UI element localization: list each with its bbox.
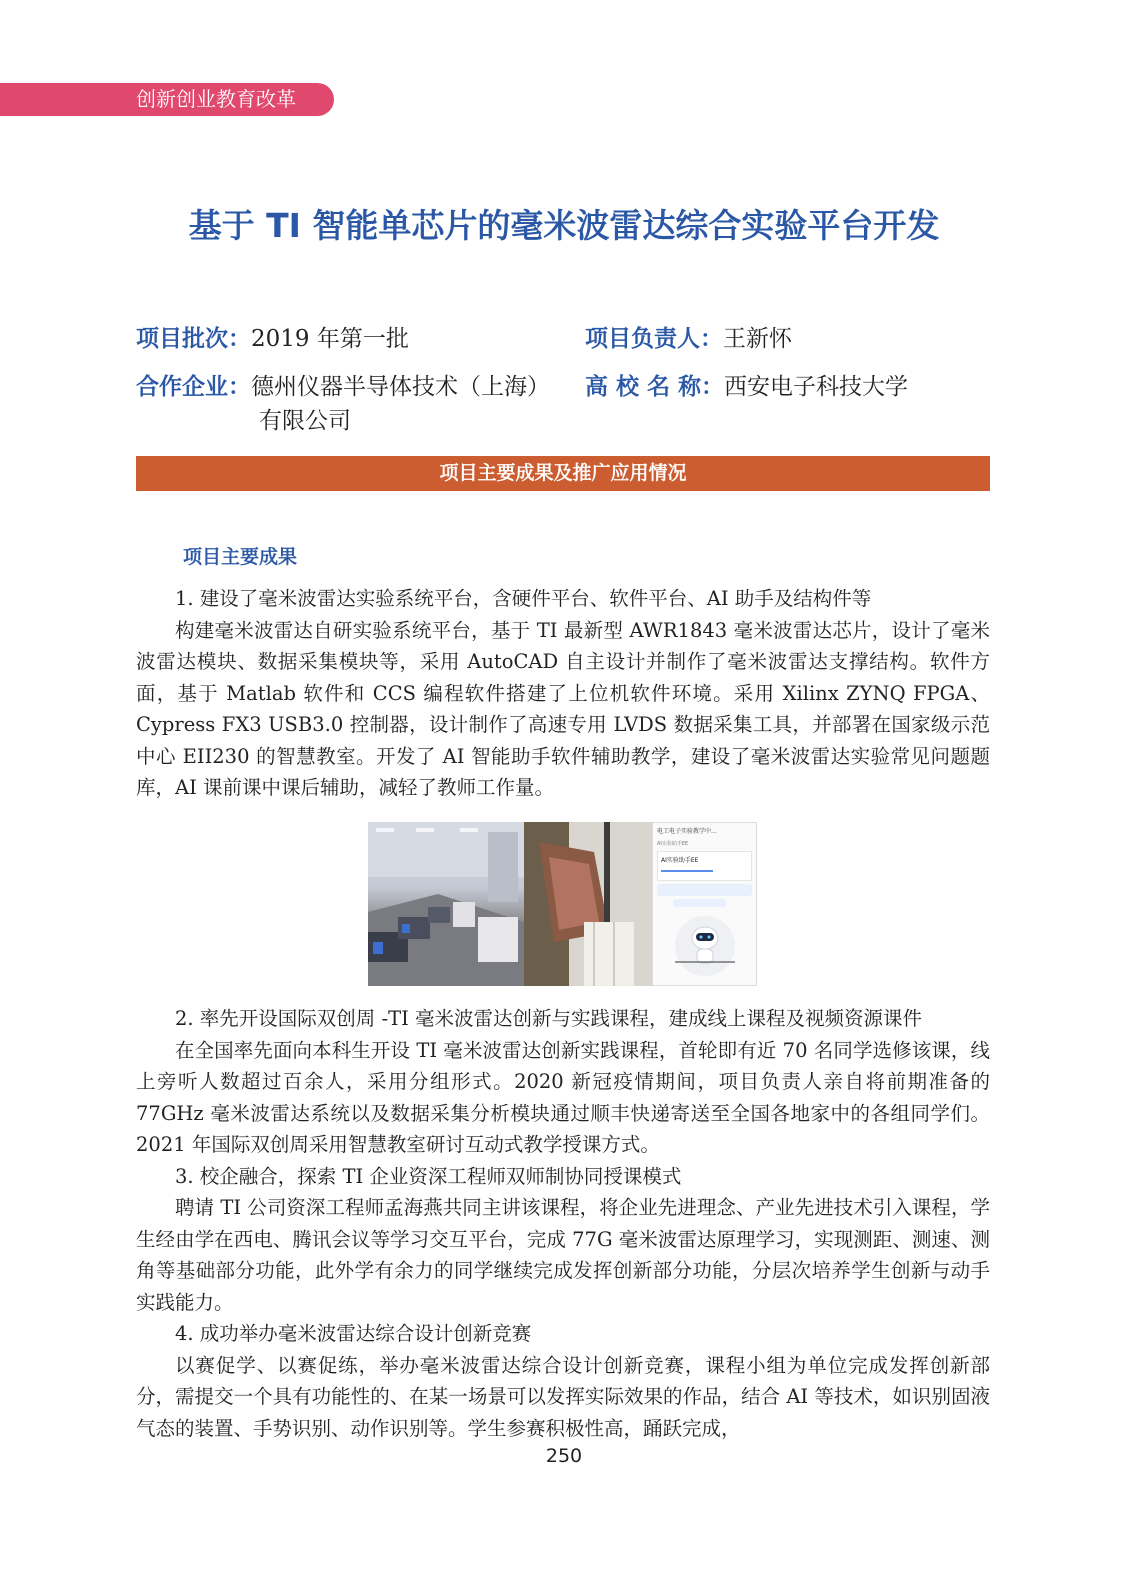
paragraph: 构建毫米波雷达自研实验系统平台，基于 TI 最新型 AWR1843 毫米波雷达芯片，设计了毫米波雷达模块、数据采集模块等，采用 AutoCAD 自主设计并制作了毫米波雷达支撑结构。软件方面，基于 Matlab 软件和 CCS 编程软件搭建了上位机软件环境。采用 Xilinx ZYNQ FPGA、Cypress FX3 USB3.0 控制器，设计制作了高速专用 LVDS 数据采集工具，并部署在国家级示范中心 EII230 的智慧教室。开发了 AI 智能助手软件辅助教学，建设了毫米波雷达实验常见问题题库，AI 课前课中课后辅助，减轻了教师工作量。 [136,618,990,799]
paragraph: 以赛促学、以赛促练，举办毫米波雷达综合设计创新竞赛，课程小组为单位完成发挥创新部分，需提交一个具有功能性的、在某一场景可以发挥实际效果的作品，结合 AI 等技术，如识别固液气态的装置、手势识别、动作识别等。学生参赛积极性高，踊跃完成， [136,1353,990,1440]
meta-leader [585,322,792,356]
radar-illustration [524,822,652,986]
meta-company-cont [259,404,351,438]
assistant-name: AI实验助手EE [657,841,689,847]
paragraph: 4. 成功举办毫米波雷达综合设计创新竞赛 [175,1322,532,1345]
page-title: 基于 TI 智能单芯片的毫米波雷达综合实验平台开发 [188,206,940,245]
radar-hardware-photo [524,822,652,986]
app-title: 电工电子实验教学中... [657,828,717,835]
photo-strip [368,822,757,986]
classroom-illustration [368,822,524,986]
classroom-photo [368,822,524,986]
meta-company [136,370,550,404]
leader-label: 项目负责人： [585,326,723,352]
subheading: 项目主要成果 [183,546,298,568]
body-block-a [136,583,990,804]
chat-bubble [673,899,726,907]
page-number: 250 [545,1445,583,1467]
paragraph: 3. 校企融合，探索 TI 企业资深工程师双师制协同授课模式 [175,1164,682,1188]
company-value-line1: 德州仪器半导体技术（上海） [251,374,550,400]
chat-bubble [657,884,752,896]
ai-assistant-screenshot [652,822,757,986]
greeting-text: AI实验助手EE [661,857,699,864]
paragraph: 1. 建设了毫米波雷达实验系统平台，含硬件平台、软件平台、AI 助手及结构件等 [175,587,872,610]
section-tag: 创新创业教育改革 [0,83,334,116]
meta-batch [136,322,409,356]
paragraph: 聘请 TI 公司资深工程师孟海燕共同主讲该课程，将企业先进理念、产业先进技术引入课程，学生经由学在西电、腾讯会议等学习交互平台，完成 77G 毫米波雷达原理学习，实现测距、测速、测角等基础部分功能，此外学有余力的同学继续完成发挥创新部分功能，分层次培养学生创新与动手实践能力。 [136,1196,990,1314]
batch-value: 2019 年第一批 [251,326,409,352]
paragraph: 2. 率先开设国际双创周 -TI 毫米波雷达创新与实践课程，建成线上课程及视频资源课件 [175,1007,922,1030]
greeting-card [657,851,752,881]
company-label: 合作企业： [136,374,251,400]
section-bar: 项目主要成果及推广应用情况 [136,456,990,491]
school-value: 西安电子科技大学 [724,374,909,400]
batch-label: 项目批次： [136,326,251,352]
body-block-b [136,1003,990,1444]
robot-icon [653,910,756,980]
company-value-line2: 有限公司 [259,408,351,434]
school-label: 高 校 名 称： [585,374,725,400]
paragraph: 在全国率先面向本科生开设 TI 毫米波雷达创新实践课程，首轮即有近 70 名同学选修该课，线上旁听人数超过百余人，采用分组形式。2020 新冠疫情期间，项目负责人亲自将前期准备的 77GHz 毫米波雷达系统以及数据采集分析模块通过顺丰快递寄送至全国各地家中的各组同学们。2021 年国际双创周采用智慧教室研讨互动式教学授课方式。 [136,1038,990,1156]
meta-school [585,370,908,404]
leader-value: 王新怀 [723,326,792,352]
